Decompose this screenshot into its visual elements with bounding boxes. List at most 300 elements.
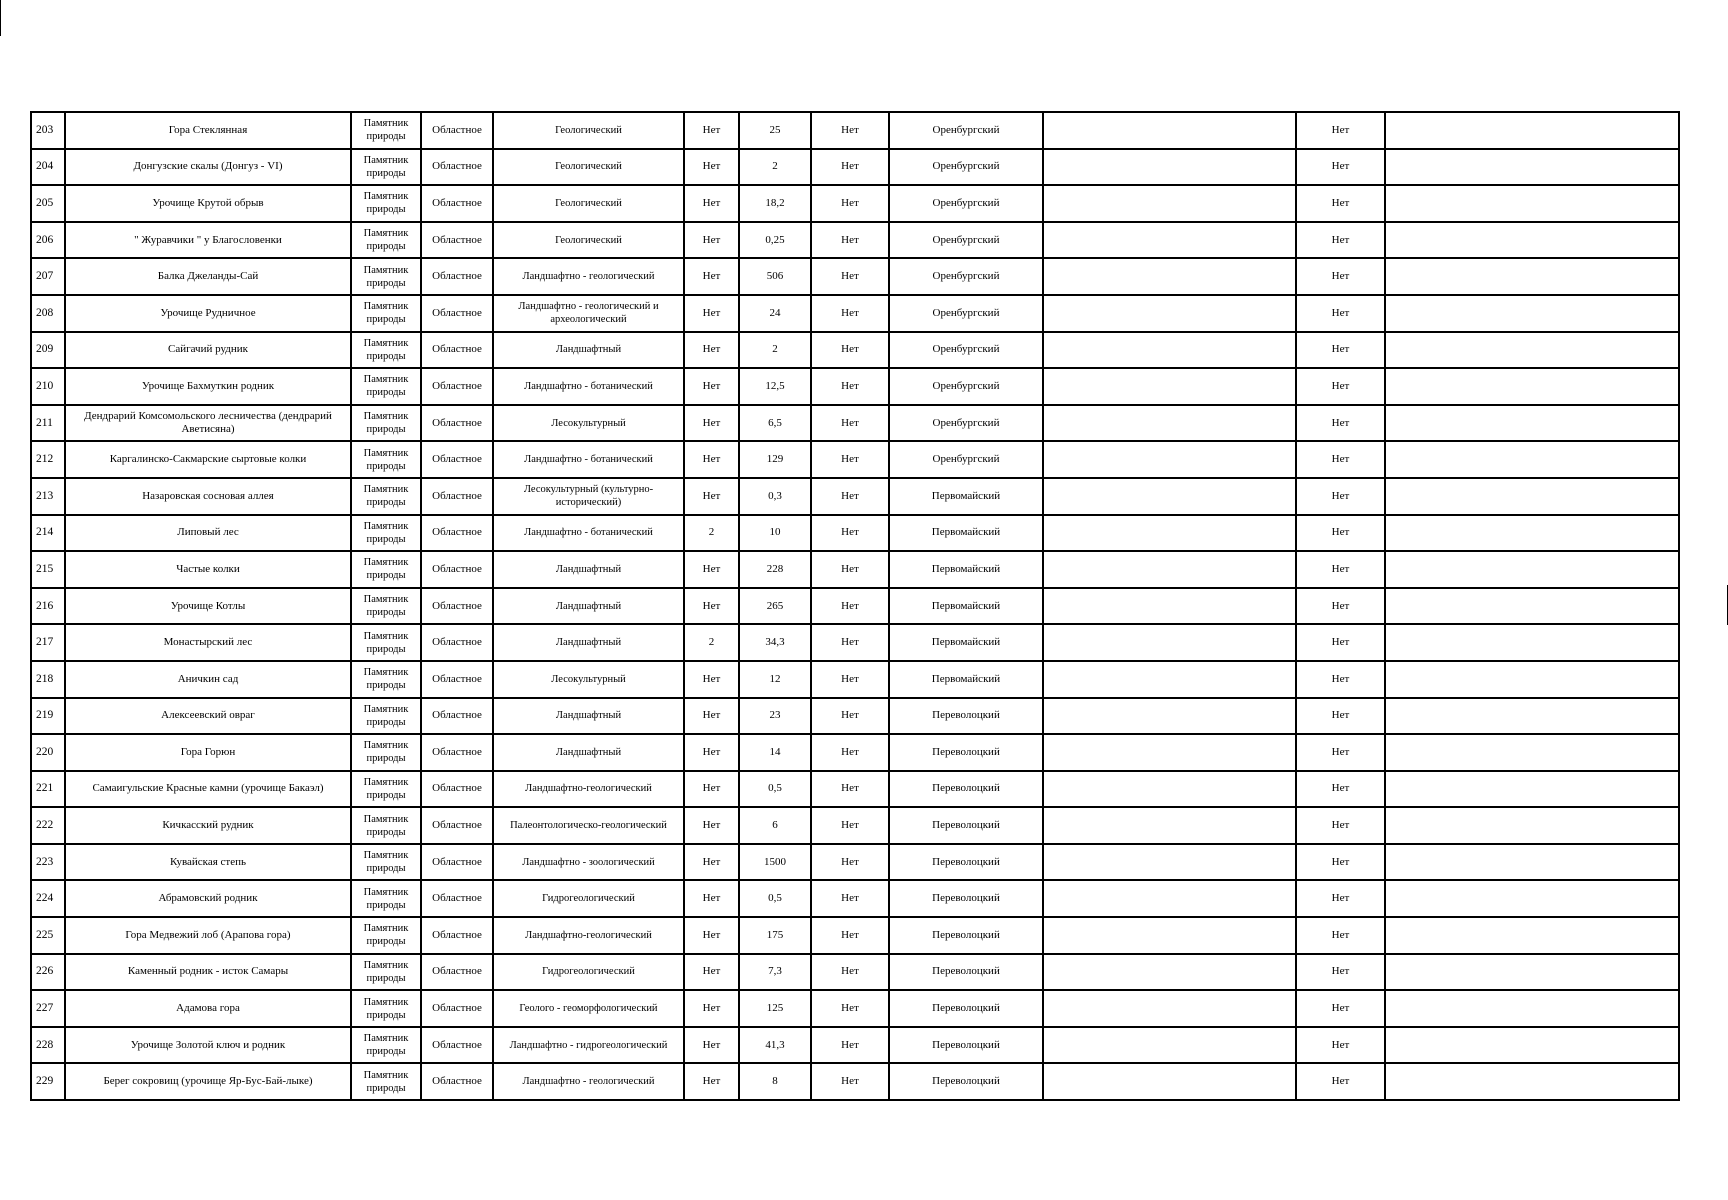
profile-cell: Геологический: [493, 185, 684, 222]
column-7-cell: Нет: [811, 112, 889, 149]
column-11-cell: [1385, 917, 1679, 954]
column-7-cell: Нет: [811, 844, 889, 881]
column-5-cell: Нет: [684, 588, 739, 625]
area-cell: 0,5: [739, 771, 811, 808]
district-cell: Переволоцкий: [889, 917, 1043, 954]
column-11-cell: [1385, 478, 1679, 515]
object-name-cell: Алексеевский овраг: [65, 698, 351, 735]
object-name-cell: Донгузские скалы (Донгуз - VI): [65, 149, 351, 186]
district-cell: Переволоцкий: [889, 954, 1043, 991]
area-cell: 12: [739, 661, 811, 698]
category-cell: Памятник природы: [351, 149, 421, 186]
row-number-cell: 211: [31, 405, 65, 442]
column-7-cell: Нет: [811, 295, 889, 332]
object-name-cell: Адамова гора: [65, 990, 351, 1027]
column-11-cell: [1385, 112, 1679, 149]
category-cell: Памятник природы: [351, 441, 421, 478]
profile-cell: Ландшафтный: [493, 332, 684, 369]
area-cell: 6: [739, 807, 811, 844]
column-11-cell: [1385, 441, 1679, 478]
category-cell: Памятник природы: [351, 478, 421, 515]
row-number-cell: 206: [31, 222, 65, 259]
column-10-cell: Нет: [1296, 368, 1385, 405]
column-11-cell: [1385, 551, 1679, 588]
profile-cell: Ландшафтно - ботанический: [493, 368, 684, 405]
column-10-cell: Нет: [1296, 441, 1385, 478]
category-cell: Памятник природы: [351, 1027, 421, 1064]
object-name-cell: Частые колки: [65, 551, 351, 588]
category-cell: Памятник природы: [351, 185, 421, 222]
category-cell: Памятник природы: [351, 515, 421, 552]
column-10-cell: Нет: [1296, 771, 1385, 808]
district-cell: Первомайский: [889, 624, 1043, 661]
table-row: [31, 149, 1679, 186]
column-7-cell: Нет: [811, 222, 889, 259]
column-10-cell: Нет: [1296, 185, 1385, 222]
column-10-cell: Нет: [1296, 222, 1385, 259]
area-cell: 129: [739, 441, 811, 478]
column-9-cell: [1043, 880, 1296, 917]
column-5-cell: Нет: [684, 258, 739, 295]
area-cell: 34,3: [739, 624, 811, 661]
profile-cell: Лесокультурный: [493, 661, 684, 698]
significance-cell: Областное: [421, 771, 493, 808]
profile-cell: Ландшафтный: [493, 624, 684, 661]
significance-cell: Областное: [421, 149, 493, 186]
district-cell: Оренбургский: [889, 332, 1043, 369]
table-row: [31, 1063, 1679, 1100]
significance-cell: Областное: [421, 1027, 493, 1064]
area-cell: 0,5: [739, 880, 811, 917]
column-5-cell: Нет: [684, 1027, 739, 1064]
column-10-cell: Нет: [1296, 551, 1385, 588]
significance-cell: Областное: [421, 698, 493, 735]
profile-cell: Ландшафтно-геологический: [493, 917, 684, 954]
district-cell: Первомайский: [889, 588, 1043, 625]
area-cell: 228: [739, 551, 811, 588]
area-cell: 12,5: [739, 368, 811, 405]
row-number-cell: 218: [31, 661, 65, 698]
significance-cell: Областное: [421, 258, 493, 295]
object-name-cell: " Журавчики " у Благословенки: [65, 222, 351, 259]
column-5-cell: Нет: [684, 551, 739, 588]
column-11-cell: [1385, 954, 1679, 991]
district-cell: Оренбургский: [889, 185, 1043, 222]
category-cell: Памятник природы: [351, 405, 421, 442]
column-9-cell: [1043, 844, 1296, 881]
column-9-cell: [1043, 478, 1296, 515]
category-cell: Памятник природы: [351, 332, 421, 369]
significance-cell: Областное: [421, 844, 493, 881]
column-11-cell: [1385, 368, 1679, 405]
column-10-cell: Нет: [1296, 295, 1385, 332]
table-row: [31, 844, 1679, 881]
profile-cell: Ландшафтно - геологический: [493, 1063, 684, 1100]
column-9-cell: [1043, 441, 1296, 478]
column-5-cell: Нет: [684, 222, 739, 259]
column-11-cell: [1385, 771, 1679, 808]
row-number-cell: 210: [31, 368, 65, 405]
significance-cell: Областное: [421, 478, 493, 515]
column-7-cell: Нет: [811, 917, 889, 954]
column-10-cell: Нет: [1296, 698, 1385, 735]
column-11-cell: [1385, 698, 1679, 735]
profile-cell: Геолого - геоморфологический: [493, 990, 684, 1027]
category-cell: Памятник природы: [351, 1063, 421, 1100]
significance-cell: Областное: [421, 185, 493, 222]
category-cell: Памятник природы: [351, 295, 421, 332]
table-row: [31, 954, 1679, 991]
column-11-cell: [1385, 624, 1679, 661]
district-cell: Оренбургский: [889, 258, 1043, 295]
column-11-cell: [1385, 880, 1679, 917]
row-number-cell: 213: [31, 478, 65, 515]
table-row: [31, 990, 1679, 1027]
area-cell: 10: [739, 515, 811, 552]
column-10-cell: Нет: [1296, 258, 1385, 295]
column-7-cell: Нет: [811, 551, 889, 588]
table-row: [31, 478, 1679, 515]
area-cell: 8: [739, 1063, 811, 1100]
column-10-cell: Нет: [1296, 478, 1385, 515]
column-5-cell: Нет: [684, 332, 739, 369]
category-cell: Памятник природы: [351, 807, 421, 844]
district-cell: Переволоцкий: [889, 734, 1043, 771]
profile-cell: Ландшафтный: [493, 698, 684, 735]
column-7-cell: Нет: [811, 478, 889, 515]
object-name-cell: Назаровская сосновая аллея: [65, 478, 351, 515]
area-cell: 2: [739, 332, 811, 369]
column-11-cell: [1385, 588, 1679, 625]
column-5-cell: Нет: [684, 954, 739, 991]
significance-cell: Областное: [421, 624, 493, 661]
profile-cell: Ландшафтно - ботанический: [493, 441, 684, 478]
column-5-cell: Нет: [684, 112, 739, 149]
column-9-cell: [1043, 990, 1296, 1027]
significance-cell: Областное: [421, 295, 493, 332]
column-11-cell: [1385, 258, 1679, 295]
column-5-cell: Нет: [684, 771, 739, 808]
object-name-cell: Липовый лес: [65, 515, 351, 552]
area-cell: 0,3: [739, 478, 811, 515]
column-10-cell: Нет: [1296, 880, 1385, 917]
object-name-cell: Урочище Золотой ключ и родник: [65, 1027, 351, 1064]
table-row: [31, 295, 1679, 332]
column-7-cell: Нет: [811, 149, 889, 186]
area-cell: 7,3: [739, 954, 811, 991]
column-9-cell: [1043, 112, 1296, 149]
column-11-cell: [1385, 222, 1679, 259]
object-name-cell: Балка Джеланды-Сай: [65, 258, 351, 295]
column-5-cell: 2: [684, 624, 739, 661]
row-number-cell: 227: [31, 990, 65, 1027]
significance-cell: Областное: [421, 954, 493, 991]
profile-cell: Геологический: [493, 222, 684, 259]
column-9-cell: [1043, 624, 1296, 661]
object-name-cell: Гора Медвежий лоб (Арапова гора): [65, 917, 351, 954]
column-9-cell: [1043, 1063, 1296, 1100]
object-name-cell: Урочище Крутой обрыв: [65, 185, 351, 222]
district-cell: Переволоцкий: [889, 807, 1043, 844]
column-5-cell: Нет: [684, 844, 739, 881]
district-cell: Переволоцкий: [889, 880, 1043, 917]
district-cell: Оренбургский: [889, 149, 1043, 186]
profile-cell: Ландшафтный: [493, 588, 684, 625]
significance-cell: Областное: [421, 112, 493, 149]
column-7-cell: Нет: [811, 771, 889, 808]
table-row: [31, 441, 1679, 478]
significance-cell: Областное: [421, 441, 493, 478]
category-cell: Памятник природы: [351, 917, 421, 954]
district-cell: Первомайский: [889, 661, 1043, 698]
table-row: [31, 771, 1679, 808]
table-row: [31, 368, 1679, 405]
category-cell: Памятник природы: [351, 661, 421, 698]
significance-cell: Областное: [421, 917, 493, 954]
profile-cell: Лесокультурный (культурно-исторический): [493, 478, 684, 515]
object-name-cell: Сайгачий рудник: [65, 332, 351, 369]
object-name-cell: Гора Стеклянная: [65, 112, 351, 149]
row-number-cell: 203: [31, 112, 65, 149]
column-7-cell: Нет: [811, 405, 889, 442]
district-cell: Оренбургский: [889, 295, 1043, 332]
column-11-cell: [1385, 844, 1679, 881]
scan-edge-mark-left: [0, 0, 1, 36]
table-row: [31, 698, 1679, 735]
column-9-cell: [1043, 332, 1296, 369]
row-number-cell: 228: [31, 1027, 65, 1064]
column-7-cell: Нет: [811, 332, 889, 369]
row-number-cell: 222: [31, 807, 65, 844]
column-9-cell: [1043, 917, 1296, 954]
category-cell: Памятник природы: [351, 624, 421, 661]
profile-cell: Геологический: [493, 149, 684, 186]
column-10-cell: Нет: [1296, 112, 1385, 149]
significance-cell: Областное: [421, 515, 493, 552]
row-number-cell: 229: [31, 1063, 65, 1100]
column-7-cell: Нет: [811, 624, 889, 661]
column-11-cell: [1385, 332, 1679, 369]
column-11-cell: [1385, 1063, 1679, 1100]
column-9-cell: [1043, 258, 1296, 295]
object-name-cell: Аничкин сад: [65, 661, 351, 698]
column-5-cell: Нет: [684, 990, 739, 1027]
area-cell: 2: [739, 149, 811, 186]
column-5-cell: Нет: [684, 917, 739, 954]
column-9-cell: [1043, 405, 1296, 442]
column-5-cell: Нет: [684, 185, 739, 222]
significance-cell: Областное: [421, 661, 493, 698]
column-9-cell: [1043, 698, 1296, 735]
column-5-cell: Нет: [684, 1063, 739, 1100]
table-row: [31, 258, 1679, 295]
column-7-cell: Нет: [811, 441, 889, 478]
column-9-cell: [1043, 588, 1296, 625]
category-cell: Памятник природы: [351, 880, 421, 917]
object-name-cell: Урочище Котлы: [65, 588, 351, 625]
column-9-cell: [1043, 771, 1296, 808]
category-cell: Памятник природы: [351, 258, 421, 295]
table-row: [31, 112, 1679, 149]
column-5-cell: Нет: [684, 405, 739, 442]
row-number-cell: 209: [31, 332, 65, 369]
area-cell: 18,2: [739, 185, 811, 222]
table-row: [31, 185, 1679, 222]
district-cell: Оренбургский: [889, 441, 1043, 478]
profile-cell: Ландшафтно - зоологический: [493, 844, 684, 881]
column-10-cell: Нет: [1296, 149, 1385, 186]
column-9-cell: [1043, 734, 1296, 771]
column-5-cell: Нет: [684, 807, 739, 844]
column-5-cell: Нет: [684, 478, 739, 515]
row-number-cell: 219: [31, 698, 65, 735]
object-name-cell: Монастырский лес: [65, 624, 351, 661]
column-11-cell: [1385, 515, 1679, 552]
table-body: [31, 112, 1679, 1100]
district-cell: Переволоцкий: [889, 1027, 1043, 1064]
district-cell: Оренбургский: [889, 222, 1043, 259]
district-cell: Переволоцкий: [889, 771, 1043, 808]
column-11-cell: [1385, 661, 1679, 698]
column-11-cell: [1385, 990, 1679, 1027]
column-9-cell: [1043, 295, 1296, 332]
significance-cell: Областное: [421, 1063, 493, 1100]
column-10-cell: Нет: [1296, 588, 1385, 625]
significance-cell: Областное: [421, 990, 493, 1027]
object-name-cell: Каргалинско-Сакмарские сыртовые колки: [65, 441, 351, 478]
district-cell: Оренбургский: [889, 368, 1043, 405]
category-cell: Памятник природы: [351, 551, 421, 588]
area-cell: 24: [739, 295, 811, 332]
profile-cell: Гидрогеологический: [493, 880, 684, 917]
table-row: [31, 734, 1679, 771]
column-10-cell: Нет: [1296, 624, 1385, 661]
column-7-cell: Нет: [811, 588, 889, 625]
column-7-cell: Нет: [811, 880, 889, 917]
area-cell: 25: [739, 112, 811, 149]
column-10-cell: Нет: [1296, 807, 1385, 844]
object-name-cell: Кичкасский рудник: [65, 807, 351, 844]
row-number-cell: 221: [31, 771, 65, 808]
column-11-cell: [1385, 185, 1679, 222]
significance-cell: Областное: [421, 807, 493, 844]
row-number-cell: 217: [31, 624, 65, 661]
column-7-cell: Нет: [811, 515, 889, 552]
column-7-cell: Нет: [811, 807, 889, 844]
column-7-cell: Нет: [811, 1063, 889, 1100]
profile-cell: Ландшафтно - гидрогеологический: [493, 1027, 684, 1064]
column-11-cell: [1385, 149, 1679, 186]
row-number-cell: 207: [31, 258, 65, 295]
significance-cell: Областное: [421, 368, 493, 405]
significance-cell: Областное: [421, 551, 493, 588]
table-row: [31, 624, 1679, 661]
table-row: [31, 880, 1679, 917]
district-cell: Первомайский: [889, 478, 1043, 515]
object-name-cell: Берег сокровищ (урочище Яр-Бус-Бай-лыке): [65, 1063, 351, 1100]
column-11-cell: [1385, 405, 1679, 442]
category-cell: Памятник природы: [351, 588, 421, 625]
column-5-cell: Нет: [684, 698, 739, 735]
column-9-cell: [1043, 149, 1296, 186]
row-number-cell: 208: [31, 295, 65, 332]
column-9-cell: [1043, 661, 1296, 698]
object-name-cell: Каменный родник - исток Самары: [65, 954, 351, 991]
profile-cell: Ландшафтно-геологический: [493, 771, 684, 808]
area-cell: 41,3: [739, 1027, 811, 1064]
column-11-cell: [1385, 1027, 1679, 1064]
category-cell: Памятник природы: [351, 222, 421, 259]
district-cell: Первомайский: [889, 515, 1043, 552]
object-name-cell: Гора Горюн: [65, 734, 351, 771]
profile-cell: Ландшафтный: [493, 551, 684, 588]
column-7-cell: Нет: [811, 954, 889, 991]
district-cell: Переволоцкий: [889, 1063, 1043, 1100]
table-row: [31, 222, 1679, 259]
column-5-cell: Нет: [684, 295, 739, 332]
column-7-cell: Нет: [811, 185, 889, 222]
significance-cell: Областное: [421, 588, 493, 625]
area-cell: 506: [739, 258, 811, 295]
profile-cell: Лесокультурный: [493, 405, 684, 442]
column-5-cell: Нет: [684, 368, 739, 405]
column-11-cell: [1385, 734, 1679, 771]
column-10-cell: Нет: [1296, 990, 1385, 1027]
column-5-cell: Нет: [684, 149, 739, 186]
row-number-cell: 226: [31, 954, 65, 991]
column-7-cell: Нет: [811, 1027, 889, 1064]
protected-areas-table: [30, 111, 1680, 1101]
area-cell: 23: [739, 698, 811, 735]
column-9-cell: [1043, 954, 1296, 991]
category-cell: Памятник природы: [351, 844, 421, 881]
table-row: [31, 551, 1679, 588]
column-9-cell: [1043, 515, 1296, 552]
column-10-cell: Нет: [1296, 734, 1385, 771]
table-row: [31, 405, 1679, 442]
row-number-cell: 224: [31, 880, 65, 917]
row-number-cell: 214: [31, 515, 65, 552]
object-name-cell: Абрамовский родник: [65, 880, 351, 917]
category-cell: Памятник природы: [351, 990, 421, 1027]
column-7-cell: Нет: [811, 258, 889, 295]
profile-cell: Ландшафтно - геологический и археологический: [493, 295, 684, 332]
column-10-cell: Нет: [1296, 917, 1385, 954]
profile-cell: Гидрогеологический: [493, 954, 684, 991]
category-cell: Памятник природы: [351, 954, 421, 991]
object-name-cell: Урочище Рудничное: [65, 295, 351, 332]
area-cell: 265: [739, 588, 811, 625]
column-10-cell: Нет: [1296, 405, 1385, 442]
area-cell: 14: [739, 734, 811, 771]
area-cell: 0,25: [739, 222, 811, 259]
column-5-cell: Нет: [684, 441, 739, 478]
district-cell: Оренбургский: [889, 405, 1043, 442]
column-9-cell: [1043, 222, 1296, 259]
district-cell: Первомайский: [889, 551, 1043, 588]
column-5-cell: Нет: [684, 880, 739, 917]
column-5-cell: 2: [684, 515, 739, 552]
area-cell: 175: [739, 917, 811, 954]
table-row: [31, 515, 1679, 552]
column-7-cell: Нет: [811, 698, 889, 735]
significance-cell: Областное: [421, 880, 493, 917]
object-name-cell: Самаигульские Красные камни (урочище Бакаэл): [65, 771, 351, 808]
column-5-cell: Нет: [684, 661, 739, 698]
profile-cell: Ландшафтно - геологический: [493, 258, 684, 295]
significance-cell: Областное: [421, 405, 493, 442]
table-row: [31, 807, 1679, 844]
